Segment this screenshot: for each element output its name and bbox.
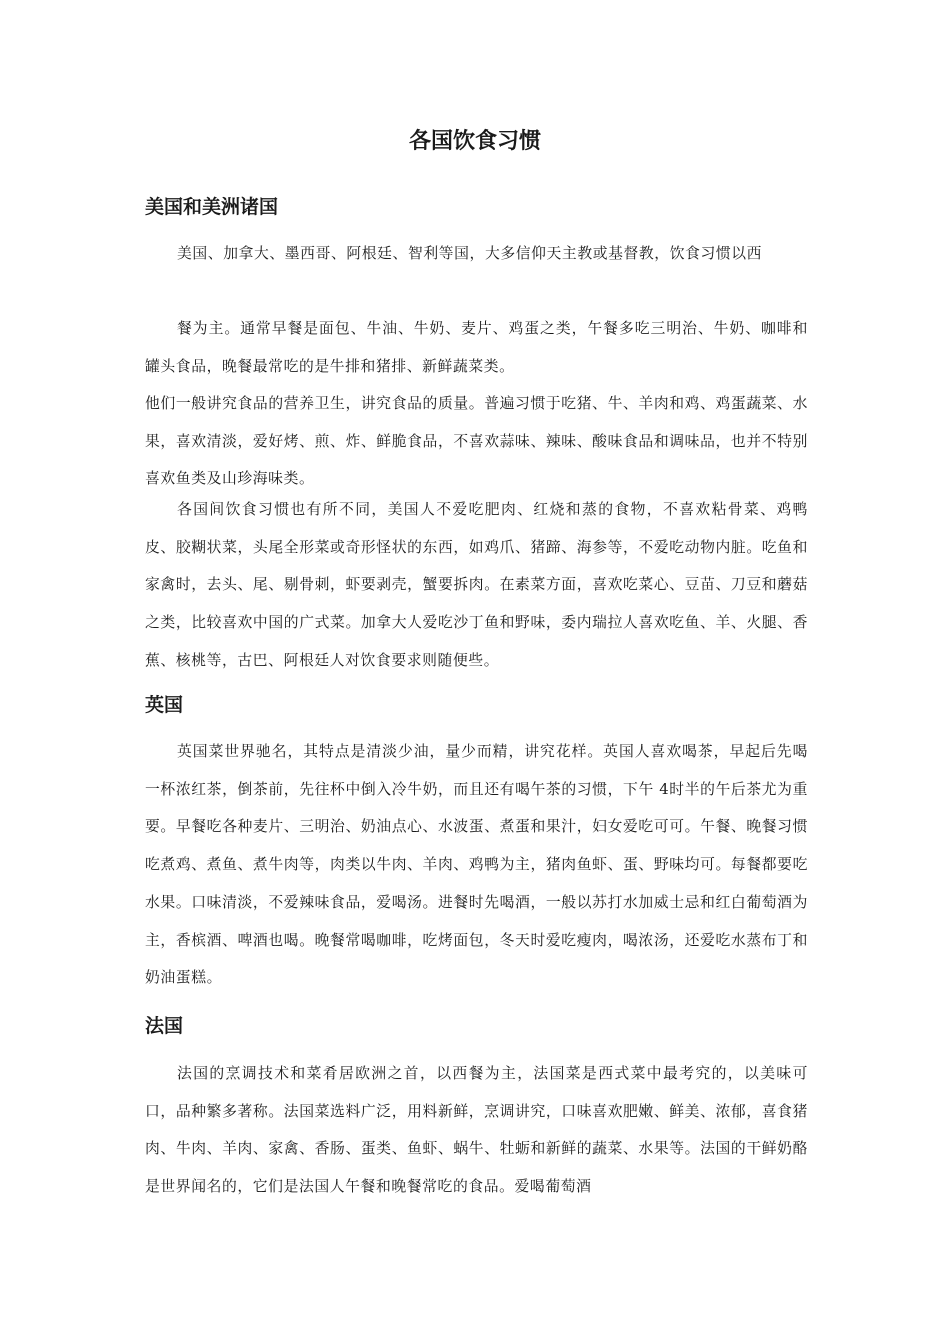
page-title: 各国饮食习惯: [408, 129, 541, 154]
section-heading-uk: 英国: [145, 694, 184, 716]
section-heading-france: 法国: [145, 1015, 184, 1037]
paragraph: 法国的烹调技术和菜肴居欧洲之首，以西餐为主，法国菜是西式菜中最考究的，以美味可口，品种繁多著称。法国菜选料广泛，用料新鲜，烹调讲究，口味喜欢肥嫩、鲜美、浓郁，喜食猪肉、牛肉、羊肉、家禽、香肠、蛋类、鱼虾、蜗牛、牡蛎和新鲜的蔬菜、水果等。法国的干鲜奶酪是世界闻名的，它们是法国人午餐和晚餐常吃的食品。爱喝葡萄酒: [145, 1065, 808, 1196]
section-heading-americas: 美国和美洲诸国: [145, 196, 279, 218]
paragraph: 美国、加拿大、墨西哥、阿根廷、智利等国，大多信仰天主教或基督教，饮食习惯以西: [177, 245, 763, 262]
paragraph: 他们一般讲究食品的营养卫生，讲究食品的质量。普遍习惯于吃猪、牛、羊肉和鸡、鸡蛋蔬菜、水果，喜欢清淡，爱好烤、煎、炸、鲜脆食品，不喜欢蒜味、辣味、酸味食品和调味品，也并不特别喜欢鱼类及山珍海味类。: [145, 395, 808, 488]
paragraph: 英国菜世界驰名，其特点是清淡少油，量少而精，讲究花样。英国人喜欢喝茶，早起后先喝一杯浓红茶，倒茶前，先往杯中倒入冷牛奶，而且还有喝午茶的习惯，下午 4时半的午后茶尤为重要。早餐吃各种麦片、三明治、奶油点心、水波蛋、煮蛋和果汁，妇女爱吃可可。午餐、晚餐习惯吃煮鸡、煮鱼、煮牛肉等，肉类以牛肉、羊肉、鸡鸭为主，猪肉鱼虾、蛋、野味均可。每餐都要吃水果。口味清淡，不爱辣味食品，爱喝汤。进餐时先喝酒，一般以苏打水加威士忌和红白葡萄酒为主，香槟酒、啤酒也喝。晚餐常喝咖啡，吃烤面包，冬天时爱吃瘦肉，喝浓汤，还爱吃水蒸布丁和奶油蛋糕。: [145, 743, 808, 987]
paragraph: 各国间饮食习惯也有所不同，美国人不爱吃肥肉、红烧和蒸的食物，不喜欢粘骨菜、鸡鸭皮、胶糊状菜，头尾全形菜或奇形怪状的东西，如鸡爪、猪蹄、海参等，不爱吃动物内脏。吃鱼和家禽时，去头、尾、剔骨刺，虾要剥壳，蟹要拆肉。在素菜方面，喜欢吃菜心、豆苗、刀豆和蘑菇之类，比较喜欢中国的广式菜。加拿大人爱吃沙丁鱼和野味，委内瑞拉人喜欢吃鱼、羊、火腿、香蕉、核桃等，古巴、阿根廷人对饮食要求则随便些。: [145, 501, 808, 669]
paragraph: 餐为主。通常早餐是面包、牛油、牛奶、麦片、鸡蛋之类，午餐多吃三明治、牛奶、咖啡和罐头食品，晚餐最常吃的是牛排和猪排、新鲜蔬菜类。: [145, 320, 808, 375]
